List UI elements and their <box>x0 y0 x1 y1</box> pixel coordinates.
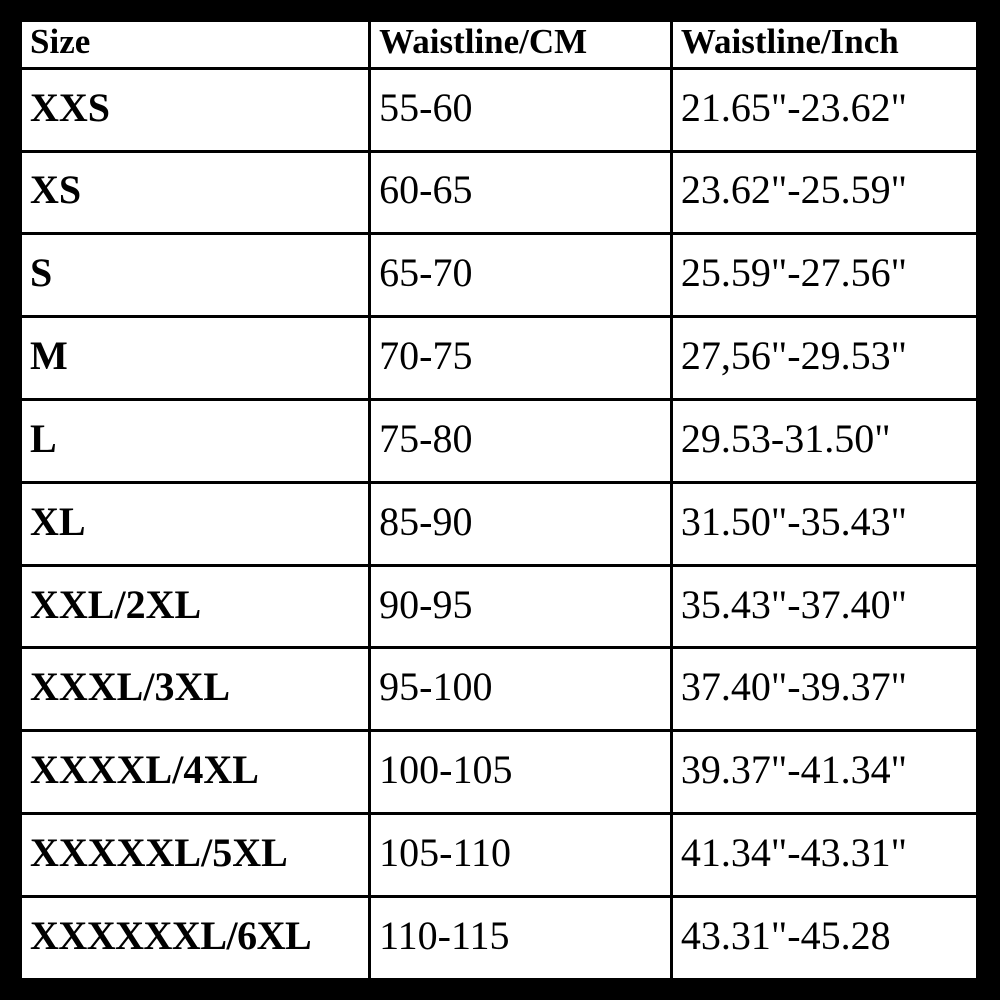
table-header <box>20 20 978 68</box>
cell-size: XXXXL/4XL <box>20 731 370 814</box>
table-row <box>20 317 978 400</box>
table-row <box>20 151 978 234</box>
cell-waistline-inch: 35.43"-37.40" <box>671 565 978 648</box>
cell-waistline-inch: 29.53-31.50" <box>671 400 978 483</box>
cell-waistline-inch: 25.59"-27.56" <box>671 234 978 317</box>
table-body <box>20 68 978 980</box>
cell-waistline-inch: 41.34"-43.31" <box>671 814 978 897</box>
size-chart-table <box>18 18 980 982</box>
table-row <box>20 565 978 648</box>
table-row <box>20 814 978 897</box>
cell-size: XS <box>20 151 370 234</box>
cell-size: XXXL/3XL <box>20 648 370 731</box>
table-header-row <box>20 20 978 68</box>
cell-waistline-cm: 105-110 <box>370 814 672 897</box>
cell-waistline-cm: 70-75 <box>370 317 672 400</box>
column-header-size: Size <box>20 20 370 68</box>
size-chart-container <box>18 18 980 982</box>
cell-waistline-cm: 85-90 <box>370 482 672 565</box>
cell-waistline-inch: 23.62"-25.59" <box>671 151 978 234</box>
table-row <box>20 234 978 317</box>
cell-waistline-cm: 90-95 <box>370 565 672 648</box>
column-header-waistline-inch: Waistline/Inch <box>671 20 978 68</box>
cell-waistline-inch: 37.40"-39.37" <box>671 648 978 731</box>
cell-size: XXXXXL/5XL <box>20 814 370 897</box>
table-row <box>20 731 978 814</box>
cell-waistline-cm: 55-60 <box>370 68 672 151</box>
cell-waistline-inch: 39.37"-41.34" <box>671 731 978 814</box>
cell-waistline-inch: 31.50"-35.43" <box>671 482 978 565</box>
cell-size: XL <box>20 482 370 565</box>
cell-size: XXS <box>20 68 370 151</box>
cell-size: L <box>20 400 370 483</box>
cell-waistline-cm: 65-70 <box>370 234 672 317</box>
table-row <box>20 400 978 483</box>
cell-size: XXL/2XL <box>20 565 370 648</box>
cell-size: M <box>20 317 370 400</box>
cell-size: XXXXXXL/6XL <box>20 896 370 980</box>
table-row <box>20 648 978 731</box>
table-row <box>20 482 978 565</box>
table-row <box>20 896 978 980</box>
cell-waistline-inch: 27,56"-29.53" <box>671 317 978 400</box>
cell-waistline-cm: 100-105 <box>370 731 672 814</box>
cell-waistline-cm: 95-100 <box>370 648 672 731</box>
cell-waistline-inch: 43.31"-45.28 <box>671 896 978 980</box>
cell-waistline-cm: 75-80 <box>370 400 672 483</box>
column-header-waistline-cm: Waistline/CM <box>370 20 672 68</box>
table-row <box>20 68 978 151</box>
cell-size: S <box>20 234 370 317</box>
cell-waistline-cm: 110-115 <box>370 896 672 980</box>
cell-waistline-cm: 60-65 <box>370 151 672 234</box>
cell-waistline-inch: 21.65"-23.62" <box>671 68 978 151</box>
